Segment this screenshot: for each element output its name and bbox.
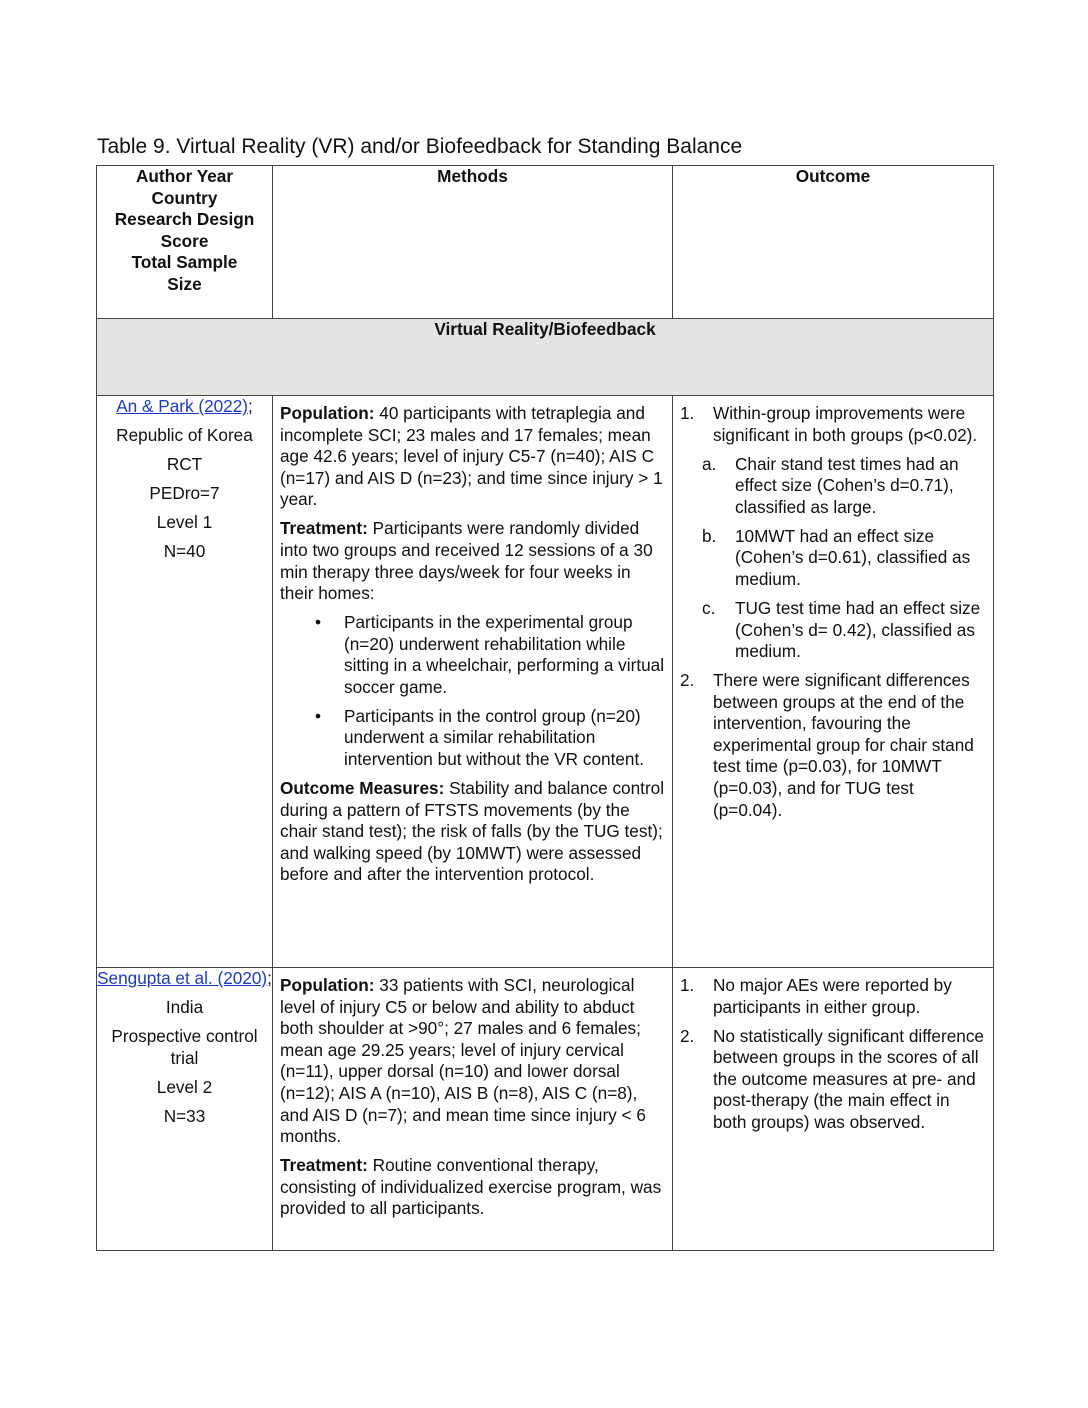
item-letter: a. — [702, 453, 717, 474]
list-item — [680, 1026, 987, 1134]
item-letter: b. — [702, 525, 717, 546]
evidence-table — [96, 165, 994, 1251]
header-methods: Methods — [273, 166, 673, 319]
header-study-details — [97, 166, 273, 319]
item-text: There were significant differences between groups at the end of the intervention, favouring the experimental group for chair stand test time (p=0.03), for 10MWT (p=0.03), and for TUG test (p=0.04). — [713, 670, 974, 820]
treatment-text: Routine conventional therapy, consisting of individualized exercise program, was provided to all participants. — [280, 1155, 662, 1219]
treatment-paragraph — [280, 1155, 666, 1220]
table-caption: Table 9. Virtual Reality (VR) and/or Biofeedback for Standing Balance — [97, 135, 743, 158]
treatment-label: Treatment: — [280, 1155, 368, 1176]
item-text: Within-group improvements were significant in both groups (p<0.02). — [713, 403, 978, 445]
study-sample: N=33 — [163, 1105, 206, 1126]
measures-paragraph — [280, 778, 666, 886]
item-text: 10MWT had an effect size (Cohen’s d=0.61), classified as medium. — [735, 525, 971, 589]
header-line: Research Design — [114, 209, 255, 230]
item-text: No major AEs were reported by participants in either group. — [713, 975, 952, 1017]
table-row — [97, 396, 994, 968]
study-level: Level 2 — [156, 1076, 213, 1097]
item-number: 1. — [680, 403, 695, 423]
treatment-paragraph — [280, 518, 666, 604]
population-paragraph — [280, 975, 666, 1148]
item-number: 1. — [680, 975, 695, 995]
study-country: Republic of Korea — [116, 424, 253, 445]
item-text: Chair stand test times had an effect size (Cohen’s d=0.71), classified as large. — [735, 453, 959, 517]
header-line: Country — [151, 187, 218, 208]
section-title: Virtual Reality/Biofeedback — [97, 319, 994, 396]
study-level: Level 1 — [156, 511, 213, 532]
treatment-bullets — [280, 612, 666, 771]
list-item — [702, 597, 987, 663]
outcome-list — [680, 975, 987, 1134]
measures-text: Stability and balance control during a pattern of FTSTS movements (by the chair stand test); the risk of falls (by the TUG test); and walking speed (by 10MWT) were assessed before and after the intervention protocol. — [280, 778, 665, 885]
link-suffix: ; — [267, 968, 272, 988]
item-text: No statistically significant difference between groups in the scores of all the outcome measures at pre- and post-therapy (the main effect in both groups) was observed. — [713, 1025, 984, 1132]
outcome-list — [680, 403, 987, 821]
outcome-cell — [673, 396, 994, 968]
methods-cell — [273, 968, 673, 1251]
outcome-cell — [673, 968, 994, 1251]
methods-cell — [273, 396, 673, 968]
list-item: • Participants in the control group (n=20) underwent a similar rehabilitation intervention but without the VR content. — [344, 706, 666, 771]
list-item — [680, 975, 987, 1018]
study-country: India — [165, 996, 204, 1017]
list-item — [680, 670, 987, 821]
link-suffix: ; — [248, 396, 253, 416]
item-letter: c. — [702, 597, 716, 618]
list-item: • Participants in the experimental group (n=20) underwent rehabilitation while sitting in a wheelchair, performing a virtual soccer game. — [344, 612, 666, 698]
section-row — [97, 319, 994, 396]
outcome-sublist — [702, 453, 987, 663]
population-paragraph — [280, 403, 666, 511]
list-item — [680, 403, 987, 663]
item-number: 2. — [680, 670, 695, 691]
population-label: Population: — [280, 975, 375, 995]
study-sample: N=40 — [163, 540, 206, 561]
header-line: Total Sample — [131, 252, 238, 273]
population-text: 33 patients with SCI, neurological level of injury C5 or below and ability to abduct both shoulder at >90°; 27 males and 6 females; mean age 29.25 years; level of injury cervical (n=11), upper dorsal (n=10) and lower dorsal (n=12); AIS A (n=10), AIS B (n=8), AIS C (n=8), and AIS D (n=7); and mean time since injury < 6 months. — [280, 975, 646, 1147]
measures-label: Outcome Measures: — [280, 778, 445, 799]
treatment-text: Participants were randomly divided into two groups and received 12 sessions of a 30 min therapy three days/week for four weeks in their homes: — [280, 518, 653, 604]
study-design: Prospective control trial — [111, 1025, 258, 1068]
list-item — [702, 525, 987, 591]
study-cell — [97, 396, 273, 968]
treatment-label: Treatment: — [280, 518, 368, 539]
study-score: PEDro=7 — [149, 482, 220, 503]
table-row — [97, 968, 994, 1251]
header-row — [97, 166, 994, 319]
study-link[interactable]: An & Park (2022) — [116, 396, 249, 416]
list-item — [702, 453, 987, 519]
study-link[interactable]: Sengupta et al. (2020) — [97, 968, 268, 988]
item-text: TUG test time had an effect size (Cohen’s d= 0.42), classified as medium. — [735, 597, 981, 662]
header-line: Author Year — [135, 166, 234, 186]
item-number: 2. — [680, 1025, 695, 1046]
population-text: 40 participants with tetraplegia and incomplete SCI; 23 males and 17 females; mean age 42.6 years; level of injury C5-7 (n=40); AIS C (n=17) and AIS D (n=23); and time since injury > 1 year. — [280, 403, 663, 510]
population-label: Population: — [280, 403, 375, 423]
study-cell — [97, 968, 273, 1251]
header-line: Score — [160, 230, 209, 251]
header-line: Size — [167, 273, 202, 294]
study-design: RCT — [166, 453, 203, 474]
header-outcome: Outcome — [673, 166, 994, 319]
